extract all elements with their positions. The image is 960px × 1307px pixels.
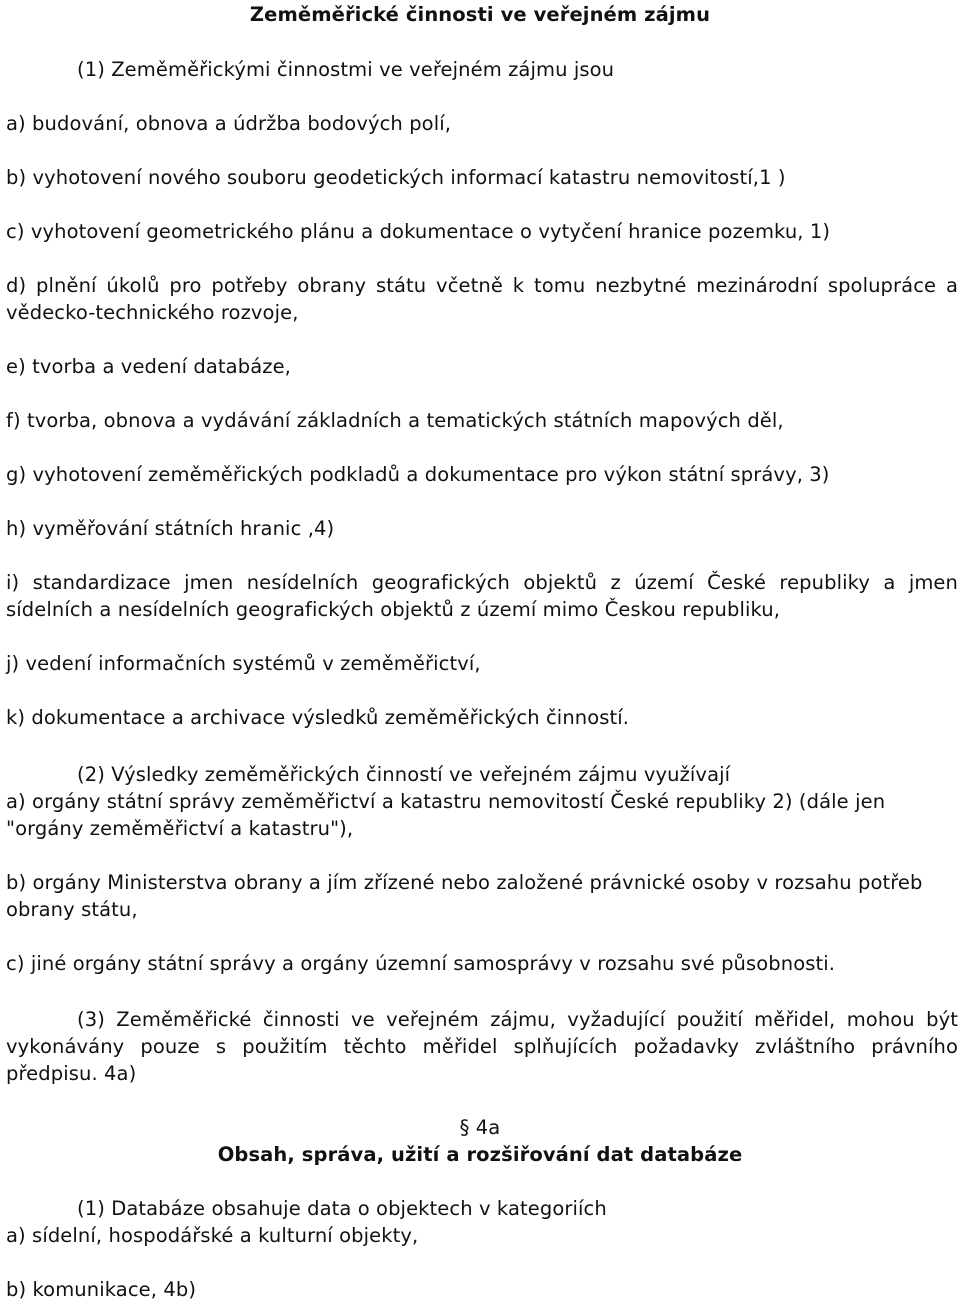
paragraph-3: (3) Zeměměřické činnosti ve veřejném zájmu, vyžadující použití měřidel, mohou být vykonávány pouze s použitím těchto měřidel splňujících požadavky zvláštního právního předpisu. 4a) — [6, 1008, 958, 1085]
section-heading: Obsah, správa, užití a rozšiřování dat databáze — [217, 1143, 743, 1166]
list-item-1k: k) dokumentace a archivace výsledků zeměměřických činností. — [6, 706, 630, 729]
list-item-1c: c) vyhotovení geometrického plánu a dokumentace o vytyčení hranice pozemku, 1) — [6, 220, 831, 243]
list-item-2a: a) orgány státní správy zeměměřictví a katastru nemovitostí České republiky 2) (dále jen "orgány zeměměřictví a katastru"), — [6, 790, 886, 840]
list-item-4a: a) sídelní, hospodářské a kulturní objekty, — [6, 1224, 419, 1247]
list-item-1g: g) vyhotovení zeměměřických podkladů a dokumentace pro výkon státní správy, 3) — [6, 463, 830, 486]
document-title: Zeměměřické činnosti ve veřejném zájmu — [249, 3, 711, 26]
paragraph-4-intro: (1) Databáze obsahuje data o objektech v kategoriích — [77, 1197, 607, 1220]
list-item-1h: h) vyměřování státních hranic ,4) — [6, 517, 335, 540]
list-item-4b: b) komunikace, 4b) — [6, 1278, 197, 1301]
paragraph-1-intro: (1) Zeměměřickými činnostmi ve veřejném zájmu jsou — [77, 58, 615, 81]
section-number: § 4a — [459, 1116, 501, 1139]
list-item-1e: e) tvorba a vedení databáze, — [6, 355, 291, 378]
list-item-2b: b) orgány Ministerstva obrany a jím zřízené nebo založené právnické osoby v rozsahu potřeb obrany státu, — [6, 871, 923, 921]
list-item-1j: j) vedení informačních systémů v zeměměřictví, — [6, 652, 481, 675]
list-item-1a: a) budování, obnova a údržba bodových polí, — [6, 112, 452, 135]
list-item-1d: d) plnění úkolů pro potřeby obrany státu včetně k tomu nezbytné mezinárodní spolupráce a vědecko-technického rozvoje, — [6, 274, 958, 324]
list-item-1i: i) standardizace jmen nesídelních geografických objektů z území České republiky a jmen sídelních a nesídelních geografických objektů z území mimo Českou republiku, — [6, 571, 958, 621]
list-item-1f: f) tvorba, obnova a vydávání základních a tematických státních mapových děl, — [6, 409, 784, 432]
list-item-2c: c) jiné orgány státní správy a orgány územní samosprávy v rozsahu své působnosti. — [6, 952, 836, 975]
list-item-1b: b) vyhotovení nového souboru geodetických informací katastru nemovitostí,1 ) — [6, 166, 786, 189]
paragraph-2-intro: (2) Výsledky zeměměřických činností ve veřejném zájmu využívají — [77, 763, 731, 786]
